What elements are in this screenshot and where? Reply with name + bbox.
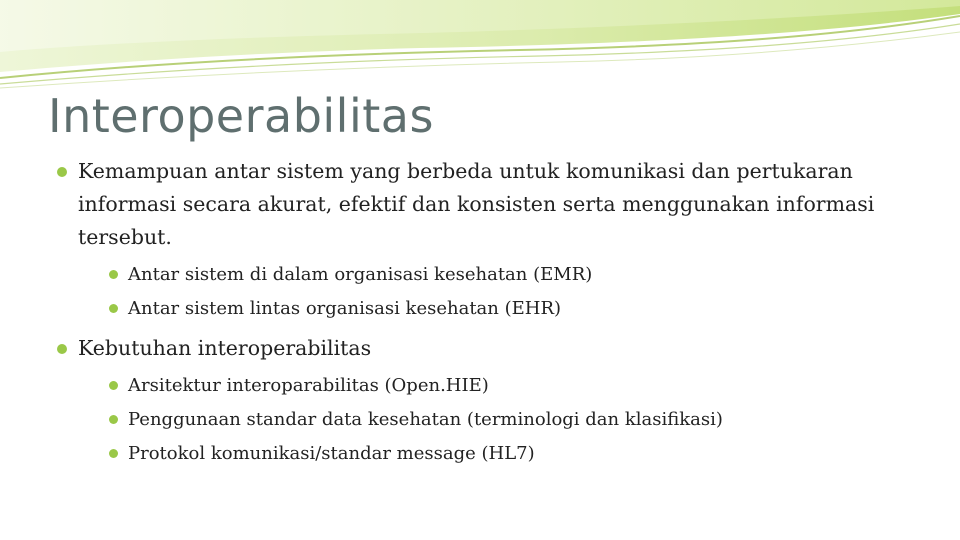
bullet-dot-icon [109, 381, 118, 390]
bullet-text: Kemampuan antar sistem yang berbeda untuk komunikasi dan pertukaran informasi secara akurat, efektif dan konsisten serta menggunakan informasi tersebut. [78, 159, 875, 249]
bullet-list [56, 155, 876, 471]
sub-bullet-item [108, 292, 876, 326]
sub-bullet-item [108, 258, 876, 292]
sub-bullet-text: Arsitektur interoparabilitas (Open.HIE) [128, 375, 489, 396]
slide-title: Interoperabilitas [48, 89, 434, 143]
bullet-item [56, 332, 876, 471]
sub-bullet-text: Protokol komunikasi/standar message (HL7) [128, 443, 535, 464]
sub-bullet-text: Penggunaan standar data kesehatan (terminologi dan klasifikasi) [128, 409, 723, 430]
bullet-dot-icon [109, 304, 118, 313]
bullet-dot-icon [109, 449, 118, 458]
bullet-text: Kebutuhan interoperabilitas [78, 336, 372, 360]
sub-bullet-item [108, 437, 876, 471]
sub-bullet-item [108, 369, 876, 403]
bullet-dot-icon [57, 167, 67, 177]
bullet-dot-icon [57, 344, 67, 354]
sub-bullet-text: Antar sistem lintas organisasi kesehatan (EHR) [128, 298, 562, 319]
bullet-item [56, 155, 876, 326]
sub-bullet-list [108, 369, 876, 471]
bullet-dot-icon [109, 270, 118, 279]
bullet-dot-icon [109, 415, 118, 424]
slide-body [56, 155, 876, 477]
sub-bullet-list [108, 258, 876, 326]
sub-bullet-text: Antar sistem di dalam organisasi kesehatan (EMR) [128, 264, 593, 285]
sub-bullet-item [108, 403, 876, 437]
